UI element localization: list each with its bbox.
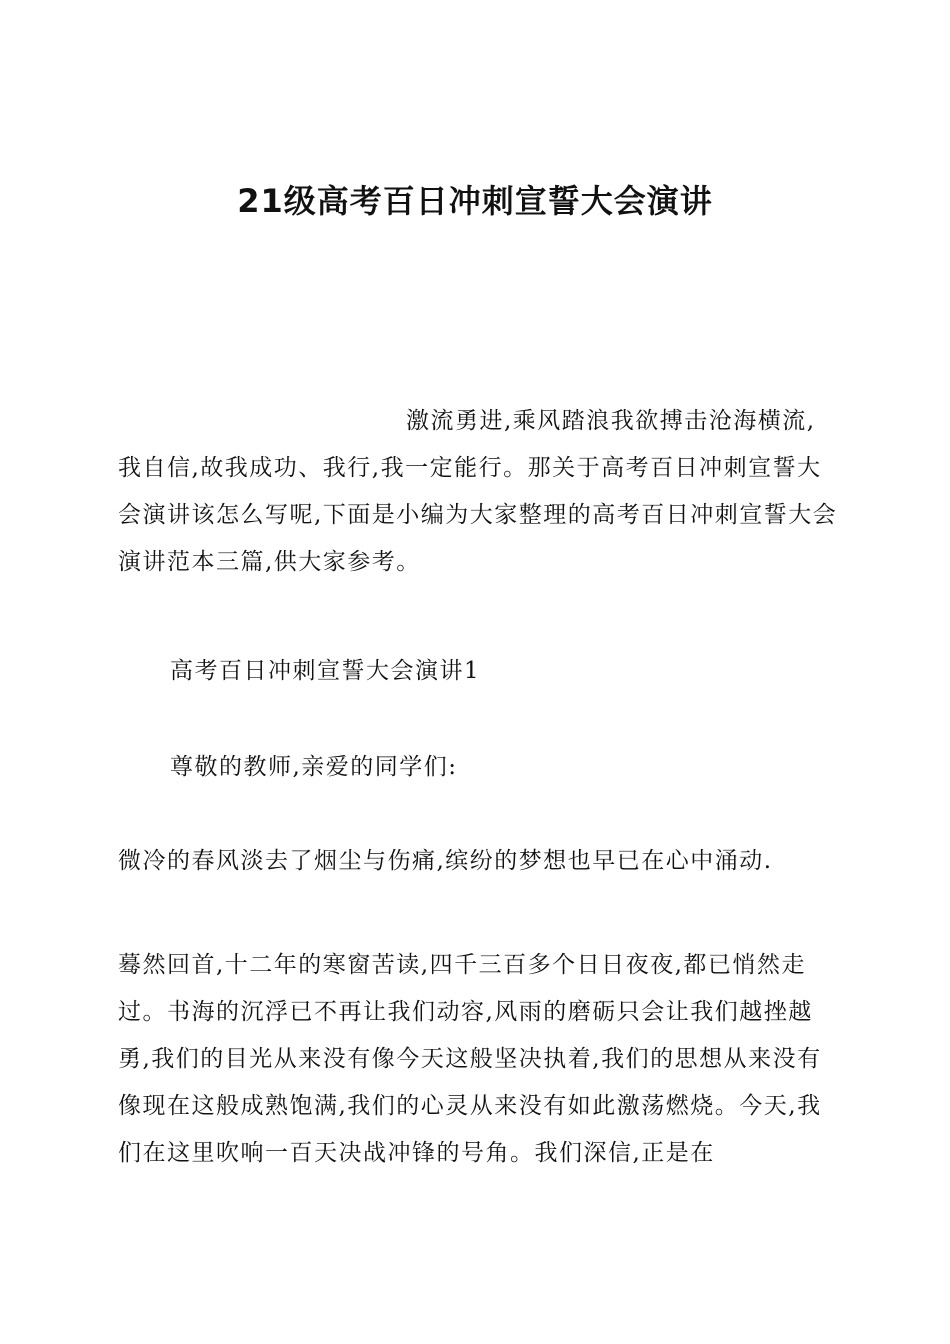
document-title: 21级高考百日冲刺宣誓大会演讲	[237, 182, 713, 220]
body-paragraph: 微冷的春风淡去了烟尘与伤痛,缤纷的梦想也早已在心中涌动.	[118, 848, 773, 874]
section-heading: 高考百日冲刺宣誓大会演讲1	[170, 658, 481, 684]
intro-paragraph: 激流勇进,乘风踏浪我欲搏击沧海横流,我自信,故我成功、我行,我一定能行。那关于高考百日冲刺宣誓大会演讲该怎么写呢,下面是小编为大家整理的高考百日冲刺宣誓大会演讲范本三篇,供大家参考。	[118, 408, 838, 575]
body-paragraph: 蓦然回首,十二年的寒窗苦读,四千三百多个日日夜夜,都已悄然走过。书海的沉浮已不再让我们动容,风雨的磨砺只会让我们越挫越勇,我们的目光从来没有像今天这般坚决执着,我们的思想从来没有像现在这般成熟饱满,我们的心灵从来没有如此激荡燃烧。今天,我们在这里吹响一百天决战冲锋的号角。我们深信,正是在	[118, 952, 822, 1166]
greeting-line: 尊敬的教师,亲爱的同学们:	[170, 754, 458, 780]
